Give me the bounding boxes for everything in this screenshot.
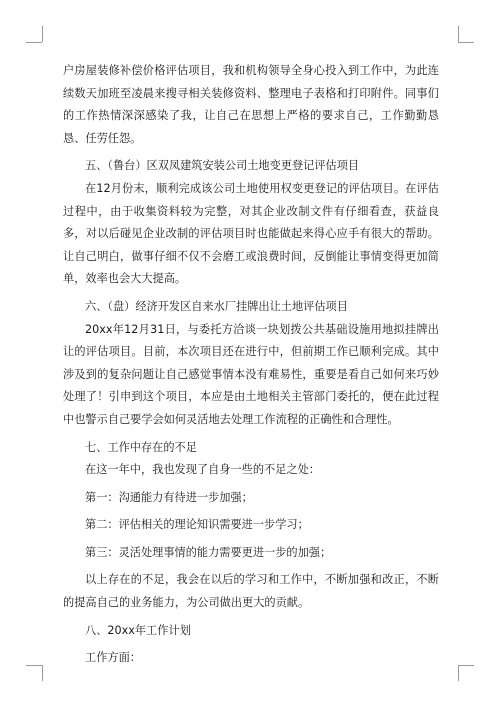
paragraph: 工作方面： xyxy=(85,651,141,665)
paragraph: 在这一年中，我也发现了自身一些的不足之处： xyxy=(85,463,320,477)
list-item-1: 第一：沟通能力有待进一步加强； xyxy=(85,490,253,504)
section-heading-6: 六、（盘）经济开发区自来水厂挂牌出让土地评估项目 xyxy=(85,299,348,313)
paragraph: 以上存在的不足，我会在以后的学习和工作中，不断加强和改正，不断的提高自己的业务能力，为公司做出更大的贡献。 xyxy=(63,573,439,610)
section-heading-8: 八、20xx年工作计划 xyxy=(85,623,191,637)
paragraph: 20xx年12月31日，与委托方洽谈一块划拨公共基础设施用地拟挂牌出让的评估项目。目前，本次项目还在进行中，但前期工作已顺利完成。其中涉及到的复杂问题让自己感觉事情本没有难易性，重要是看自己如何来巧妙处理了！引申到这个项目，本应是由土地相关主管部门委托的，便在此过程中也警示自己要学会如何灵活地去处理工作流程的正确性和合理性。 xyxy=(63,322,439,426)
paragraph: 在12月份末，顺利完成该公司土地使用权变更登记的评估项目。在评估过程中，由于收集资料较为完整，对其企业改制文件有仔细看查，获益良多，对以后碰见企业改制的评估项目时也能做起来得心应手有很大的帮助。让自己明白，做事仔细不仅不会磨工或浪费时间，反倒能让事情变得更加简单，效率也会大大提高。 xyxy=(63,181,439,286)
list-item-3: 第三：灵活处理事情的能力需要更进一步的加强； xyxy=(85,545,332,559)
document-body xyxy=(63,60,439,670)
section-heading-5: 五、（鲁台）区双凤建筑安装公司土地变更登记评估项目 xyxy=(85,159,360,173)
list-item-2: 第二：评估相关的理论知识需要进一步学习； xyxy=(85,518,309,532)
section-heading-7: 七、工作中存在的不足 xyxy=(85,440,197,454)
paragraph-continued: 户房屋装修补偿价格评估项目，我和机构领导全身心投入到工作中，为此连续数天加班至凌晨来搜寻相关装修资料、整理电子表格和打印附件。同事们的工作热情深深感染了我，让自己在思想上严格的要求自己，工作勤勤恳恳、任劳任怨。 xyxy=(63,64,439,145)
